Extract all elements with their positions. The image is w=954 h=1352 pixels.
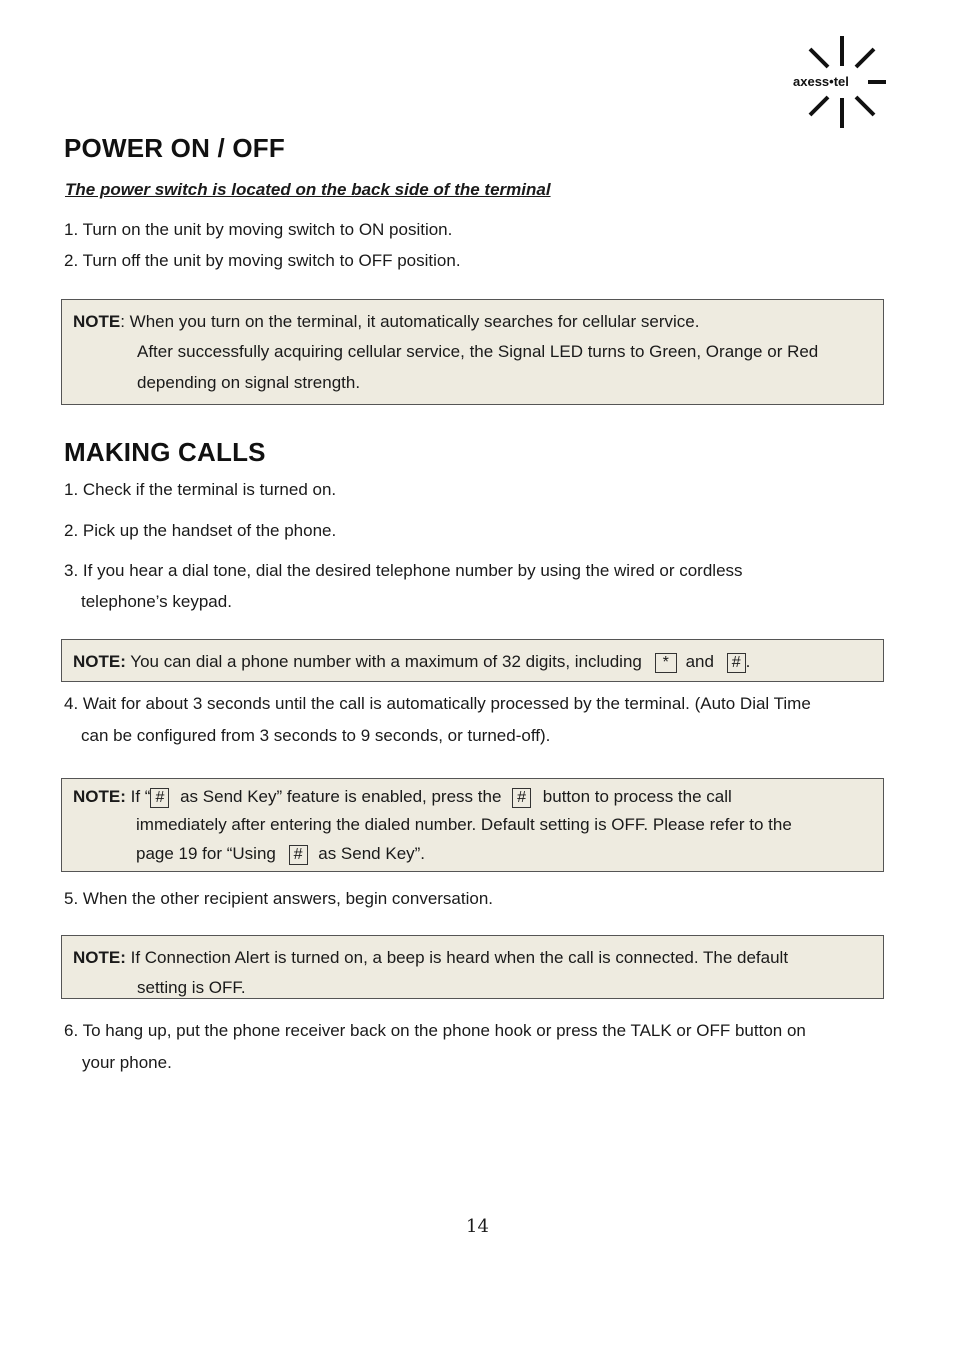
note-label: NOTE:	[73, 948, 126, 967]
note-text: If Connection Alert is turned on, a beep is heard when the call is connected. The default	[125, 948, 789, 967]
page-number: 14	[466, 1216, 489, 1237]
calls-step-6-line-1: 6. To hang up, put the phone receiver back on the phone hook or press the TALK or OFF button on	[64, 1021, 806, 1040]
hash-key: #	[150, 788, 169, 808]
period-text: .	[745, 652, 751, 671]
send-key-note-box	[61, 778, 884, 872]
connection-note-line-2: setting is OFF.	[137, 978, 246, 997]
connection-note-line-1	[73, 948, 788, 968]
hash-key: #	[289, 845, 308, 865]
note-label: NOTE	[73, 312, 121, 331]
power-note-line-3: depending on signal strength.	[137, 373, 361, 392]
note-text-post: button to process the call	[542, 787, 732, 806]
calls-step-1: 1. Check if the terminal is turned on.	[64, 480, 337, 499]
section-title-calls: MAKING CALLS	[64, 437, 266, 467]
note-text: If “	[125, 787, 151, 806]
note-text: You can dial a phone number with a maximum of 32 digits, including	[125, 652, 642, 671]
calls-step-6-line-2: your phone.	[82, 1053, 172, 1072]
note-label: NOTE:	[73, 652, 126, 671]
power-note-line-2: After successfully acquiring cellular service, the Signal LED turns to Green, Orange or Red	[137, 342, 819, 361]
calls-step-2: 2. Pick up the handset of the phone.	[64, 521, 337, 540]
calls-step-3-line-2: telephone’s keypad.	[81, 592, 232, 611]
power-note-box	[61, 299, 884, 405]
calls-step-4-line-1: 4. Wait for about 3 seconds until the call is automatically processed by the terminal. (Auto Dial Time	[64, 694, 811, 713]
note-text-post: as Send Key”.	[318, 844, 426, 863]
send-key-note-line-3	[136, 844, 425, 865]
calls-step-3-line-1: 3. If you hear a dial tone, dial the desired telephone number by using the wired or cordless	[64, 561, 743, 580]
sunburst-logo-icon	[790, 32, 890, 132]
note-label: NOTE:	[73, 787, 126, 806]
dial-note-line	[73, 652, 750, 673]
star-key: *	[655, 653, 677, 673]
power-subtitle: The power switch is located on the back side of the terminal	[65, 180, 551, 199]
calls-step-5: 5. When the other recipient answers, begin conversation.	[64, 889, 494, 908]
calls-step-4-line-2: can be configured from 3 seconds to 9 seconds, or turned-off).	[81, 726, 551, 745]
send-key-note-line-2: immediately after entering the dialed number. Default setting is OFF. Please refer to the	[136, 815, 792, 834]
note-text: : When you turn on the terminal, it automatically searches for cellular service.	[120, 312, 700, 331]
hash-key: #	[727, 653, 746, 673]
power-step-2: 2. Turn off the unit by moving switch to OFF position.	[64, 251, 461, 270]
power-step-1: 1. Turn on the unit by moving switch to ON position.	[64, 220, 453, 239]
dial-note-box	[61, 639, 884, 682]
note-text: page 19 for “Using	[136, 844, 276, 863]
and-text: and	[685, 652, 714, 671]
axesstel-logo	[790, 32, 890, 132]
hash-key: #	[512, 788, 531, 808]
connection-alert-note-box	[61, 935, 884, 999]
send-key-note-line-1	[73, 787, 732, 808]
svg-text:axess•tel: axess•tel	[793, 74, 849, 89]
power-note-line-1	[73, 312, 699, 332]
section-title-power: POWER ON / OFF	[64, 133, 285, 163]
note-text-mid: as Send Key” feature is enabled, press the	[180, 787, 502, 806]
